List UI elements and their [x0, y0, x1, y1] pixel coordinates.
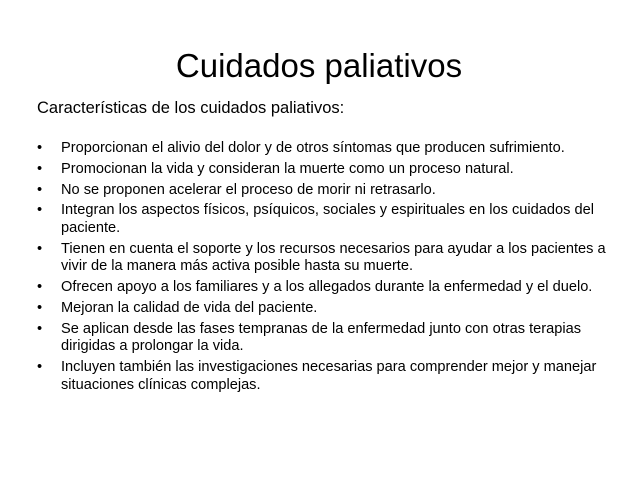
bullet-icon: •	[37, 181, 43, 198]
bullet-text: Incluyen también las investigaciones necesarias para comprender mejor y manejar situaciones clínicas complejas.	[61, 359, 597, 393]
bullet-text: Tienen en cuenta el soporte y los recursos necesarios para ayudar a los pacientes a vivir de la manera más activa posible hasta su muerte.	[61, 240, 606, 275]
bullet-text: Integran los aspectos físicos, psíquicos, sociales y espirituales en los cuidados del paciente.	[61, 202, 594, 236]
bullet-item	[37, 140, 607, 158]
bullet-icon: •	[37, 299, 43, 316]
bullet-text: Ofrecen apoyo a los familiares y a los allegados durante la enfermedad y el duelo.	[61, 279, 593, 296]
slide-subtitle: Características de los cuidados paliativos:	[37, 99, 345, 117]
bullet-item	[37, 321, 607, 356]
bullet-item	[37, 300, 607, 318]
bullet-icon: •	[37, 202, 43, 219]
bullet-list	[37, 140, 607, 397]
bullet-icon: •	[37, 279, 43, 296]
bullet-icon: •	[37, 359, 43, 376]
bullet-item	[37, 161, 607, 179]
bullet-text: Se aplican desde las fases tempranas de la enfermedad junto con otras terapias dirigidas a prolongar la vida.	[61, 320, 582, 355]
bullet-icon: •	[37, 240, 43, 257]
bullet-text: Mejoran la calidad de vida del paciente.	[61, 299, 318, 316]
bullet-item	[37, 241, 607, 276]
bullet-icon: •	[37, 140, 43, 156]
bullet-text: Promocionan la vida y consideran la muerte como un proceso natural.	[61, 160, 514, 177]
bullet-icon: •	[37, 320, 43, 337]
bullet-icon: •	[37, 160, 43, 177]
bullet-text: No se proponen acelerar el proceso de morir ni retrasarlo.	[61, 181, 436, 198]
slide-title: Cuidados paliativos	[175, 47, 463, 84]
bullet-item	[37, 182, 607, 200]
bullet-item	[37, 202, 607, 237]
bullet-text: Proporcionan el alivio del dolor y de otros síntomas que producen sufrimiento.	[61, 140, 565, 156]
bullet-item	[37, 279, 607, 297]
bullet-item	[37, 359, 607, 394]
